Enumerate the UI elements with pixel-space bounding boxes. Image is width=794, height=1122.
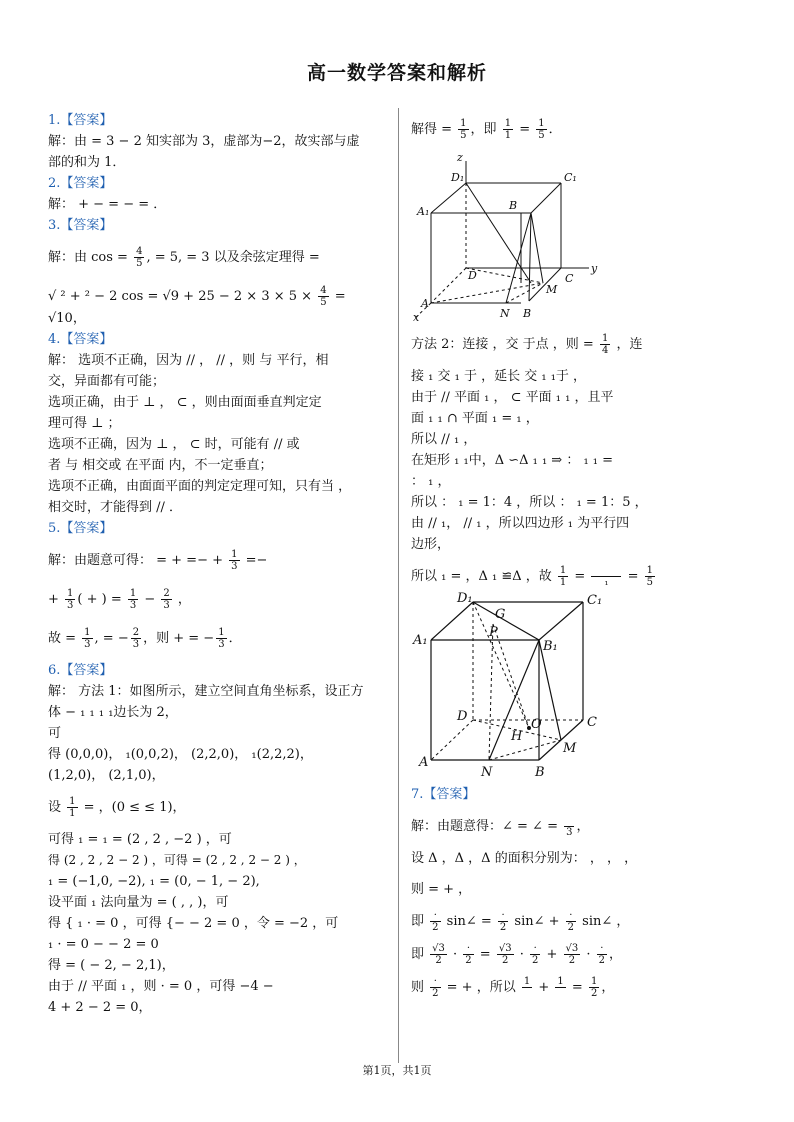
m2-line: 由于 // 平面 ₁ ， ⊂ 平面 ₁ ₁ ，且平 — [411, 390, 614, 405]
vertex-label: P — [489, 625, 498, 640]
q4-line: 交，异面都有可能； — [48, 374, 166, 389]
vertex-label: D₁ — [451, 171, 465, 184]
fraction: $\frac{1}{1}$ — [504, 118, 512, 141]
q6-line: 由于 // 平面 ₁ ，则 · = 0 ，可得 −4 − — [48, 979, 274, 994]
axis-label-z: z — [457, 151, 463, 164]
q6-heading: 6.【答案】 — [48, 663, 113, 678]
fraction: $\frac{1}{5}$ — [460, 118, 467, 141]
q4-line: 解： 选项不正确，因为 // ， // ，则 与 平行，相 — [48, 353, 329, 368]
vertex-label: D₁ — [457, 592, 473, 606]
fraction: $\frac{\cdot}{2}$ — [499, 910, 507, 933]
cube-axes-figure — [411, 143, 611, 323]
vertex-label: A — [421, 297, 429, 310]
fraction: $\frac{1}{3}$ — [84, 627, 91, 650]
q6-line: ₁ = (−1,0, −2), ₁ = (0, − 1, − 2), — [48, 874, 260, 889]
q7-line-1: 解：由题意得：∠ = ∠ = 3 ， — [411, 815, 746, 838]
fraction: $\frac{1}{5}$ — [538, 118, 545, 141]
fraction: $\frac{\cdot}{2}$ — [432, 976, 439, 999]
m2-line: 所以 ： ₁ = 1：4 ，所以 ： ₁ = 1：5 ， — [411, 495, 648, 510]
vertex-label: C — [587, 715, 597, 730]
q6-line: (1,2,0)， (2,1,0)， — [48, 768, 165, 783]
fraction: $\frac{1}{4}$ — [601, 333, 609, 356]
q4-line: 选项不正确，因为 ⊥ ， ⊂ 时，可能有 // 或 — [48, 437, 300, 452]
q2-line: 解： + − = − = ． — [48, 197, 167, 212]
cube-figure — [411, 592, 621, 782]
fraction: ₁ — [591, 565, 621, 588]
q3-line-3: √10， — [48, 311, 86, 326]
fraction: $\frac{1}{3}$ — [67, 588, 74, 611]
vertex-label: A — [419, 755, 429, 770]
fraction: $\frac{1}{3}$ — [129, 588, 137, 611]
fraction: $\frac{\cdot}{2}$ — [465, 943, 472, 966]
fraction: $\frac{√3}{2}$ — [498, 943, 512, 966]
q5-line-1: 解：由题意可得： = + =− + $\frac{1}{3}$ =− — [48, 549, 268, 572]
page-footer: 第1页，共1页 — [362, 1064, 432, 1077]
q4-line: 理可得 ⊥ ； — [48, 416, 121, 431]
vertex-label: N — [500, 307, 510, 320]
page-title: 高一数学答案和解析 — [306, 62, 487, 84]
vertex-label: D — [468, 269, 477, 282]
right-column — [411, 110, 746, 999]
fraction: $\frac{4}{5}$ — [320, 285, 327, 308]
vertex-label: B₁ — [543, 639, 558, 654]
q7-line-6: 则 $\frac{\cdot}{2}$ = + ，所以 1 + 1 = $\frac{1}{2}$ ， — [411, 976, 615, 999]
left-column — [48, 110, 386, 1018]
q3-line-1: 解：由 cos = $\frac{4}{5}$ , = 5, = 3 以及余弦定理得 = — [48, 246, 320, 269]
m2-line: 面 ₁ ₁ ∩ 平面 ₁ = ₁ ， — [411, 411, 539, 426]
vertex-label: B — [509, 199, 518, 212]
fraction: $\frac{1}{2}$ — [590, 976, 598, 999]
q4-line: 相交时，才能得到 // ． — [48, 500, 183, 515]
q6-line: ₁ · = 0 − − 2 = 0 — [48, 937, 159, 952]
q2-heading: 2.【答案】 — [48, 176, 113, 191]
m2-line: 边形， — [411, 537, 451, 552]
m2-line: 接 ₁ 交 ₁ 于 ，延长 交 ₁ ₁于 ， — [411, 369, 587, 384]
fraction: $\frac{2}{3}$ — [163, 588, 170, 611]
q4-line: 选项正确，由于 ⊥ ， ⊂ ，则由面面垂直判定定 — [48, 395, 322, 410]
fraction: $\frac{1}{1}$ — [559, 565, 567, 588]
vertex-label: G — [495, 607, 506, 622]
fraction: 1 — [557, 976, 564, 987]
fraction: $\frac{\cdot}{2}$ — [432, 910, 439, 933]
vertex-label: C₁ — [587, 593, 603, 608]
q7-line-2: 设 Δ ，Δ ，Δ 的面积分别为： ， ， ， — [411, 851, 638, 866]
q4-line: 选项不正确，由面面平面的判定定理可知，只有当 ， — [48, 479, 352, 494]
fraction: $\frac{1}{3}$ — [218, 627, 225, 650]
fraction: $\frac{1}{1}$ — [69, 796, 76, 819]
m2-line: 由 // ₁， // ₁ ，所以四边形 ₁ 为平行四 — [411, 516, 630, 531]
q6-line: 体 − ₁ ₁ ₁ ₁边长为 2， — [48, 705, 178, 720]
q6-line: 4 + 2 − 2 = 0， — [48, 1000, 152, 1015]
q6-line: 可得 ₁ = ₁ = (2 , 2 , −2 ) ，可 — [48, 832, 232, 847]
fraction: $\frac{√3}{2}$ — [565, 943, 579, 966]
r-line-1: 解得 = $\frac{1}{5}$ ，即 $\frac{1}{1}$ = $\frac{1}{5}$ ． — [411, 118, 562, 141]
q6-line: 得 = ( − 2, − 2,1)， — [48, 958, 175, 973]
fraction: 3 — [564, 815, 574, 838]
vertex-label: B — [523, 307, 532, 320]
q6-line: 设 $\frac{1}{1}$ = ，(0 ≤ ≤ 1)， — [48, 796, 186, 819]
q6-line: 解： 方法 1：如图所示，建立空间直角坐标系，设正方 — [48, 684, 364, 699]
q5-line-2: + $\frac{1}{3}$ ( + ) = $\frac{1}{3}$ − $\frac{2}{3}$ ， — [48, 588, 191, 611]
q4-heading: 4.【答案】 — [48, 332, 113, 347]
vertex-label: B — [535, 765, 545, 780]
vertex-label: A₁ — [417, 205, 430, 218]
vertex-label: C₁ — [564, 171, 577, 184]
fraction: 1 — [523, 976, 531, 987]
vertex-label: N — [481, 765, 493, 780]
q1-line: 部的和为 1． — [48, 155, 126, 170]
fraction: $\frac{\cdot}{2}$ — [531, 943, 539, 966]
q7-line-4: 即 $\frac{\cdot}{2}$ sin∠ = $\frac{\cdot}{2}$ sin∠ + $\frac{\cdot}{2}$ sin∠ ， — [411, 910, 630, 933]
q3-line-2: √ ² + ² − 2 cos = √9 + 25 − 2 × 3 × 5 × $\frac{4}{5}$ = — [48, 285, 346, 308]
q4-line: 者 与 相交或 在平面 内，不一定垂直； — [48, 458, 273, 473]
q6-line: 得 (0,0,0)， ₁(0,0,2)， (2,2,0)， ₁(2,2,2)， — [48, 747, 313, 762]
q6-line: 设平面 ₁ 法向量为 = ( , , )，可 — [48, 895, 229, 910]
axis-label-x: x — [413, 311, 420, 323]
q1-heading: 1.【答案】 — [48, 113, 113, 128]
q5-line-3: 故 = $\frac{1}{3}$ , = − $\frac{2}{3}$ ，则 + = − $\frac{1}{3}$ ． — [48, 627, 242, 650]
fraction: $\frac{2}{3}$ — [132, 627, 140, 650]
q7-line-3: 则 = + ， — [411, 882, 472, 897]
q1-line: 解：由 = 3 − 2 知实部为 3，虚部为−2，故实部与虚 — [48, 134, 360, 149]
q7-line-5: 即 $\frac{√3}{2}$ · $\frac{\cdot}{2}$ = $\frac{√3}{2}$ · $\frac{\cdot}{2}$ + $\frac{√3}{2}$ · $\frac{\cdot}{2}$ ， — [411, 943, 623, 966]
fraction: $\frac{\cdot}{2}$ — [598, 943, 606, 966]
vertex-label: D — [457, 709, 468, 724]
vertex-label: A₁ — [413, 633, 428, 648]
fraction: $\frac{1}{5}$ — [646, 565, 654, 588]
vertex-label: H — [511, 729, 523, 744]
m2-line: ： ₁ ， — [411, 474, 451, 489]
q6-line: 得 (2 , 2 , 2 − 2 ) ，可得 = (2 , 2 , 2 − 2 ) ， — [48, 853, 306, 867]
vertex-label: C — [565, 272, 574, 285]
q7-heading: 7.【答案】 — [411, 787, 476, 802]
m2-line: 所以 // ₁ ， — [411, 432, 477, 447]
m2-last-line: 所以 ₁ = ，Δ ₁ ≌Δ ，故 $\frac{1}{1}$ = ₁ = $\frac{1}{5}$ — [411, 565, 654, 588]
fraction: $\frac{\cdot}{2}$ — [567, 910, 575, 933]
vertex-label: M — [546, 283, 558, 296]
m2-line: 在矩形 ₁ ₁中，Δ ∽Δ ₁ ₁ ⇒ ： ₁ ₁ = — [411, 453, 614, 468]
fraction: $\frac{4}{5}$ — [136, 246, 143, 269]
fraction: $\frac{√3}{2}$ — [432, 943, 445, 966]
q6-line: 可 — [48, 726, 62, 741]
q3-heading: 3.【答案】 — [48, 218, 113, 233]
vertex-label: O — [531, 717, 542, 732]
q5-heading: 5.【答案】 — [48, 521, 113, 536]
m2-line-1: 方法 2：连接 ，交 于点 ，则 = $\frac{1}{4}$ ，连 — [411, 333, 643, 356]
column-divider — [398, 108, 399, 1063]
fraction: $\frac{1}{3}$ — [231, 549, 238, 572]
axis-label-y: y — [591, 262, 598, 275]
q6-line: 得 { ₁ · = 0 ，可得 {− − 2 = 0 ，令 = −2 ，可 — [48, 916, 339, 931]
vertex-label: M — [563, 741, 577, 756]
